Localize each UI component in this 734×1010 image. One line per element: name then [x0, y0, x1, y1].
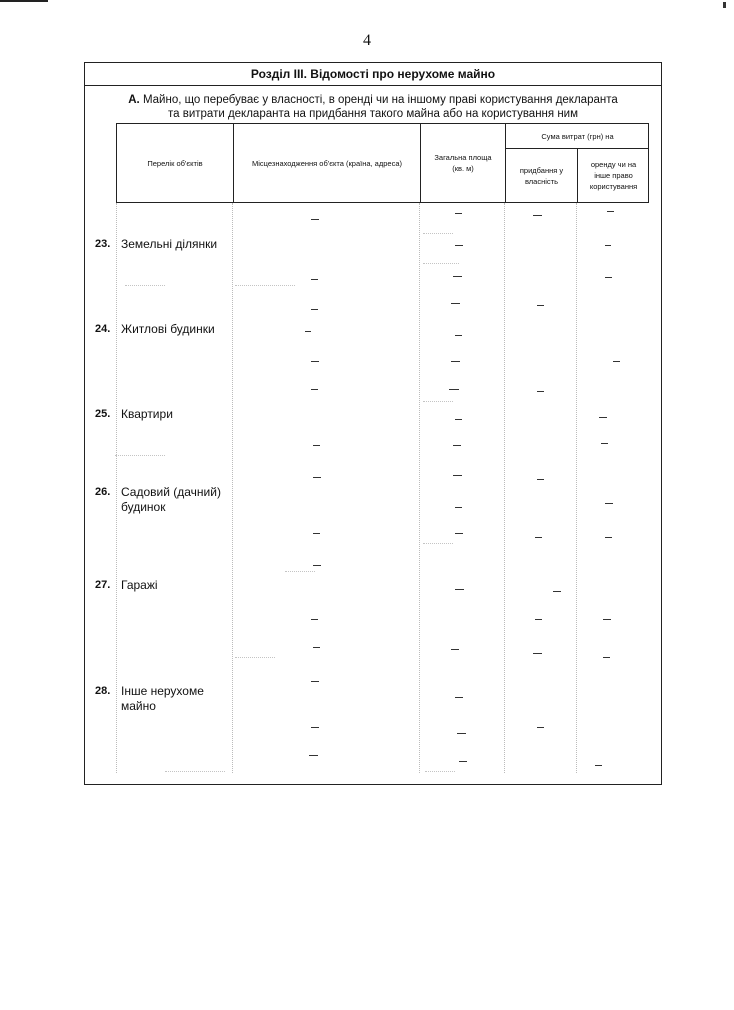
blank-dash: [451, 303, 460, 304]
blank-dash: [595, 765, 602, 766]
scan-corner-mark: [0, 0, 48, 5]
blank-dash: [451, 649, 459, 650]
blank-dash: [311, 219, 319, 220]
blank-dash: [607, 211, 614, 212]
scan-noise: [285, 571, 315, 572]
scan-noise: [425, 771, 455, 772]
blank-dash: [599, 417, 607, 418]
blank-dash: [533, 215, 542, 216]
blank-dash: [311, 361, 319, 362]
blank-dash: [453, 475, 462, 476]
blank-dash: [311, 279, 318, 280]
header-location: Місцезнаходження об'єкта (країна, адреса): [252, 158, 402, 168]
blank-dash: [553, 591, 561, 592]
blank-dash: [313, 533, 320, 534]
header-purchase: [506, 149, 577, 202]
scan-noise: [423, 233, 453, 234]
column-guide: [419, 203, 420, 773]
column-guide: [504, 203, 505, 773]
blank-dash: [311, 389, 318, 390]
scan-noise: [423, 543, 453, 544]
blank-dash: [457, 733, 466, 734]
row-label: Земельні ділянки: [121, 237, 218, 251]
blank-dash: [449, 389, 459, 390]
blank-dash: [603, 619, 611, 620]
blank-dash: [455, 533, 463, 534]
blank-dash: [603, 657, 610, 658]
blank-dash: [535, 537, 542, 538]
blank-dash: [605, 245, 611, 246]
blank-dash: [455, 245, 463, 246]
blank-dash: [535, 619, 542, 620]
blank-dash: [533, 653, 542, 654]
row-number: 24.: [95, 323, 111, 335]
scan-noise: [423, 401, 453, 402]
blank-dash: [455, 507, 462, 508]
blank-dash: [537, 391, 544, 392]
scan-noise: [423, 263, 459, 264]
blank-dash: [313, 477, 321, 478]
subheading-line-2: та витрати декларанта на придбання такого майна або на користування ним: [168, 108, 578, 120]
page-number: 4: [363, 32, 371, 49]
section-title: Розділ III. Відомості про нерухоме майно: [85, 63, 661, 86]
header-expenses-group: Сума витрат (грн) на: [541, 131, 614, 141]
blank-dash: [313, 445, 320, 446]
blank-dash: [311, 309, 318, 310]
section-frame: [84, 62, 662, 785]
column-guide: [232, 203, 233, 773]
blank-dash: [537, 305, 544, 306]
blank-dash: [455, 213, 462, 214]
blank-dash: [601, 443, 608, 444]
row-label: Гаражі: [121, 578, 158, 592]
section-subheading: [93, 93, 653, 121]
blank-dash: [309, 755, 318, 756]
subheading-letter: А.: [128, 94, 140, 106]
column-guide: [576, 203, 577, 773]
scan-noise: [165, 771, 225, 772]
row-number: 26.: [95, 486, 111, 498]
row-number: 27.: [95, 579, 111, 591]
blank-dash: [605, 537, 612, 538]
blank-dash: [453, 445, 461, 446]
blank-dash: [311, 727, 319, 728]
column-guide: [116, 203, 117, 773]
row-label: Житлові будинки: [121, 322, 215, 336]
row-label: Інше нерухоме майно: [121, 684, 204, 713]
header-area-label: Загальна площа (кв. м): [434, 153, 492, 173]
subheading-line-1: Майно, що перебуває у власності, в оренді чи на іншому праві користування декларанта: [142, 94, 618, 106]
row-label: Садовий (дачний) будинок: [121, 485, 221, 514]
blank-dash: [305, 331, 311, 332]
blank-dash: [459, 761, 467, 762]
blank-dash: [613, 361, 620, 362]
scan-noise: [235, 657, 275, 658]
blank-dash: [455, 697, 463, 698]
scan-noise: [235, 285, 295, 286]
blank-dash: [537, 727, 544, 728]
blank-dash: [455, 335, 462, 336]
blank-dash: [455, 589, 464, 590]
blank-dash: [313, 647, 320, 648]
row-number: 28.: [95, 685, 111, 697]
column-header: [116, 123, 649, 203]
header-area: [421, 124, 505, 202]
blank-dash: [605, 503, 613, 504]
row-number: 25.: [95, 408, 111, 420]
row-label: Квартири: [121, 407, 173, 421]
blank-dash: [311, 619, 318, 620]
scan-tick-mark: [723, 2, 726, 8]
blank-dash: [451, 361, 460, 362]
blank-dash: [453, 276, 462, 277]
header-rent-label: оренду чи на інше право користування: [589, 160, 638, 191]
scan-noise: [125, 285, 165, 286]
blank-dash: [311, 681, 319, 682]
blank-dash: [605, 277, 612, 278]
blank-dash: [537, 479, 544, 480]
blank-dash: [313, 565, 321, 566]
header-rent: [578, 149, 649, 202]
row-number: 23.: [95, 238, 111, 250]
header-objects: Перелік об'єктів: [147, 158, 203, 168]
scan-noise: [115, 455, 165, 456]
blank-dash: [455, 419, 462, 420]
header-purchase-label: придбання у власність: [519, 165, 564, 186]
